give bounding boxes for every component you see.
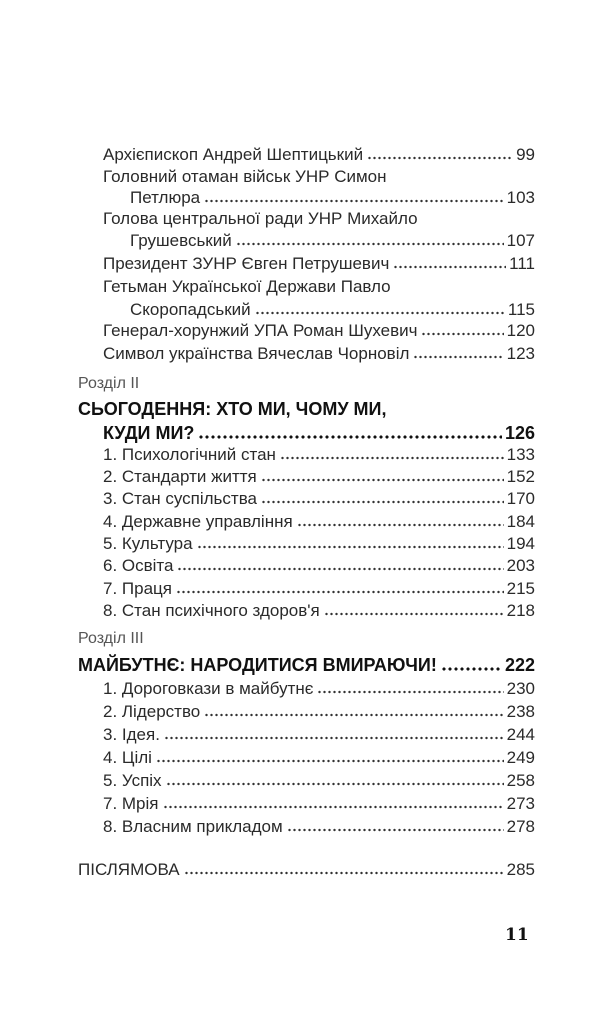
- entry-title: 7. Праця: [103, 579, 172, 598]
- toc-entry: [103, 793, 535, 815]
- toc-entry: [103, 747, 535, 769]
- toc-entry: [103, 600, 535, 622]
- dot-leader: [287, 828, 504, 832]
- entry-title: Архієпископ Андрей Шептицький: [103, 145, 364, 164]
- dot-leader: [184, 871, 504, 875]
- entry-page: 170: [506, 489, 535, 508]
- entry-page: 99: [516, 145, 535, 164]
- entry-title: 1. Дороговкази в майбутнє: [103, 679, 314, 698]
- dot-leader: [261, 500, 504, 504]
- entry-page: 133: [506, 445, 535, 464]
- toc-entry: [103, 276, 535, 298]
- toc-entry: [103, 578, 535, 600]
- dot-leader: [164, 736, 504, 740]
- toc-entry-continuation: [130, 299, 535, 321]
- dot-leader: [156, 759, 504, 763]
- toc-entry: [103, 208, 535, 230]
- entry-page: 249: [506, 748, 535, 767]
- toc-entry: [103, 444, 535, 466]
- entry-page: 218: [506, 601, 535, 620]
- entry-title: 5. Культура: [103, 534, 193, 553]
- dot-leader: [367, 156, 513, 160]
- entry-title: Гетьман Української Держави Павло: [103, 277, 391, 296]
- entry-title: Президент ЗУНР Євген Петрушевич: [103, 254, 390, 273]
- entry-title: Голова центральної ради УНР Михайло: [103, 209, 418, 228]
- entry-page: 278: [506, 817, 535, 836]
- toc-entry: [103, 724, 535, 746]
- entry-page: 107: [506, 231, 535, 250]
- toc-entry: [103, 144, 535, 166]
- dot-leader: [421, 332, 503, 336]
- section-label: Розділ III: [78, 630, 144, 647]
- entry-title: 4. Цілі: [103, 748, 152, 767]
- entry-title: 3. Ідея.: [103, 725, 160, 744]
- section-title: [78, 654, 535, 676]
- dot-leader: [280, 456, 504, 460]
- dot-leader: [255, 311, 505, 315]
- entry-page: 120: [506, 321, 535, 340]
- dot-leader: [163, 805, 504, 809]
- dot-leader: [441, 667, 502, 671]
- entry-title: Скоропадський: [130, 300, 251, 319]
- toc-entry: [103, 320, 535, 342]
- entry-title: Головний отаман військ УНР Симон: [103, 167, 387, 186]
- toc-entry: [103, 343, 535, 365]
- entry-page: 258: [506, 771, 535, 790]
- section-label: Розділ II: [78, 375, 140, 392]
- toc-entry: [103, 511, 535, 533]
- toc-entry: [103, 701, 535, 723]
- toc-entry: [103, 816, 535, 838]
- toc-entry: [103, 488, 535, 510]
- toc-entry: [103, 533, 535, 555]
- entry-page: 273: [506, 794, 535, 813]
- toc-entry: [103, 770, 535, 792]
- dot-leader: [236, 242, 504, 246]
- entry-page: 152: [506, 467, 535, 486]
- toc-entry-continuation: [130, 187, 535, 209]
- entry-title: Генерал-хорунжий УПА Роман Шухевич: [103, 321, 418, 340]
- dot-leader: [177, 567, 503, 571]
- entry-page: 115: [507, 300, 535, 319]
- entry-page: 238: [506, 702, 535, 721]
- toc-entry: [103, 166, 535, 188]
- dot-leader: [261, 478, 504, 482]
- entry-page: 194: [506, 534, 535, 553]
- toc-entry-afterword: [78, 859, 535, 881]
- section-title-line: СЬОГОДЕННЯ: ХТО МИ, ЧОМУ МИ,: [78, 399, 387, 419]
- dot-leader: [176, 590, 504, 594]
- dot-leader: [204, 199, 504, 203]
- entry-title: Грушевський: [130, 231, 232, 250]
- entry-page: 184: [506, 512, 535, 531]
- entry-page: 285: [506, 860, 535, 879]
- dot-leader: [393, 265, 506, 269]
- entry-title: 6. Освіта: [103, 556, 174, 575]
- entry-title: 1. Психологічний стан: [103, 445, 276, 464]
- entry-page: 230: [506, 679, 535, 698]
- dot-leader: [197, 545, 504, 549]
- dot-leader: [198, 435, 502, 439]
- entry-page: 244: [506, 725, 535, 744]
- entry-title: 3. Стан суспільства: [103, 489, 257, 508]
- entry-title: 5. Успіх: [103, 771, 162, 790]
- entry-title: Символ українства Вячеслав Чорновіл: [103, 344, 410, 363]
- entry-page: 103: [506, 188, 535, 207]
- entry-title: ПІСЛЯМОВА: [78, 860, 180, 879]
- dot-leader: [324, 612, 504, 616]
- section-page: 126: [504, 423, 535, 443]
- section-title: [78, 398, 535, 420]
- toc-entry: [103, 678, 535, 700]
- entry-title: 7. Мрія: [103, 794, 159, 813]
- section-page: 222: [504, 655, 535, 675]
- entry-title: 4. Державне управління: [103, 512, 293, 531]
- dot-leader: [297, 523, 504, 527]
- dot-leader: [204, 713, 503, 717]
- entry-page: 111: [509, 254, 535, 273]
- section-title-continuation: [103, 422, 535, 444]
- entry-title: 2. Стандарти життя: [103, 467, 257, 486]
- entry-page: 215: [506, 579, 535, 598]
- section-title-line: КУДИ МИ?: [103, 423, 195, 443]
- dot-leader: [166, 782, 504, 786]
- page-number: 11: [505, 925, 529, 945]
- dot-leader: [317, 690, 503, 694]
- section-title-line: МАЙБУТНЄ: НАРОДИТИСЯ ВМИРАЮЧИ!: [78, 655, 437, 675]
- toc-entry: [103, 466, 535, 488]
- entry-page: 123: [506, 344, 535, 363]
- entry-title: 8. Власним прикладом: [103, 817, 283, 836]
- toc-entry: [103, 555, 535, 577]
- toc-entry: [103, 253, 535, 275]
- toc-entry-continuation: [130, 230, 535, 252]
- dot-leader: [413, 355, 503, 359]
- entry-title: 2. Лідерство: [103, 702, 201, 721]
- entry-title: Петлюра: [130, 188, 201, 207]
- entry-title: 8. Стан психічного здоров'я: [103, 601, 320, 620]
- entry-page: 203: [506, 556, 535, 575]
